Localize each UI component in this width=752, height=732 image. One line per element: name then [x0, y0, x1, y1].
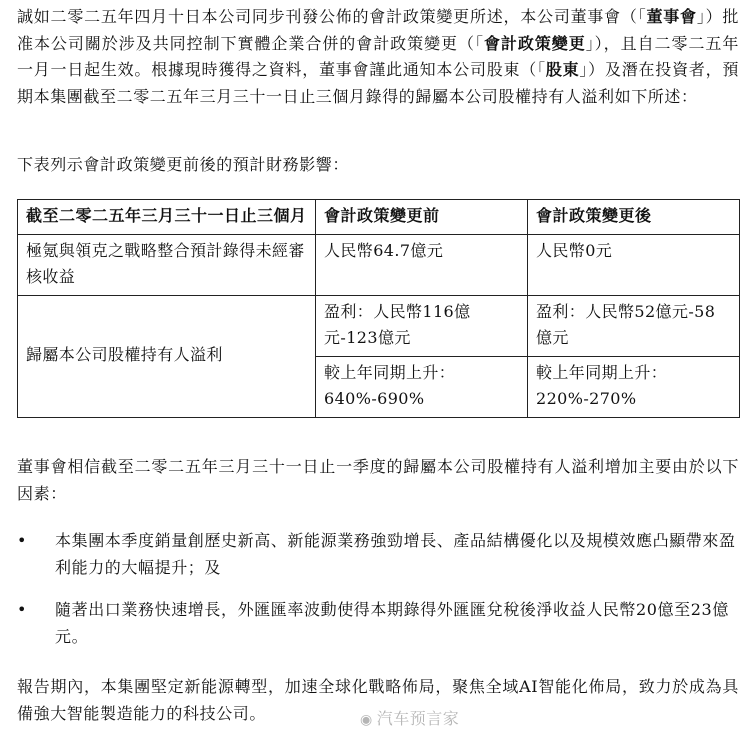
- intro-part1: 誠如二零二五年四月十日本公司同步刊發公佈的會計政策變更所述，本公司董事會（「: [17, 7, 647, 26]
- intro-part2: 」）批准本公司關於涉及共同控制下實體企業合併的會計政策變更（「: [17, 7, 739, 53]
- row2-after-growth: 較上年同期上升：220%-270%: [528, 356, 740, 417]
- list-item: [17, 597, 739, 650]
- table-header-row: [18, 200, 740, 235]
- header-after: 會計政策變更後: [528, 200, 740, 235]
- bullet-text: 本集團本季度銷量創歷史新高、新能源業務強勁增長、產品結構優化以及規模效應凸顯帶來盈利能力的大幅提升；及: [55, 531, 736, 577]
- row1-before: 人民幣64.7億元: [316, 234, 528, 295]
- intro-paragraph: [17, 4, 739, 110]
- intro-part3: 」），且自二零二五年一月一日起生效。根據現時獲得之資料，董事會謹此通知本公司股東（「: [17, 33, 739, 79]
- factors-intro: 董事會相信截至二零二五年三月三十一日止一季度的歸屬本公司股權持有人溢利增加主要由於以下因素：: [17, 457, 739, 503]
- header-period: 截至二零二五年三月三十一日止三個月: [18, 200, 316, 235]
- list-item: [17, 528, 739, 581]
- term-policy: 會計政策變更: [483, 33, 586, 53]
- bullet-icon: •: [17, 531, 28, 550]
- row2-after-profit: 盈利：人民幣52億元-58億元: [528, 295, 740, 356]
- term-shareholders: 股東: [545, 60, 580, 79]
- watermark: [360, 706, 459, 729]
- row2-before-profit: 盈利：人民幣116億元-123億元: [316, 295, 528, 356]
- bullet-icon: •: [17, 600, 28, 619]
- financial-impact-table: [17, 199, 740, 418]
- bullet-text: 隨著出口業務快速增長，外匯匯率波動使得本期錄得外匯匯兌稅後淨收益人民幣20億至23億元。: [55, 600, 729, 646]
- weibo-icon: ◉: [360, 712, 373, 728]
- row1-label: 極氪與領克之戰略整合預計錄得未經審核收益: [18, 234, 316, 295]
- row2-label: 歸屬本公司股權持有人溢利: [18, 295, 316, 417]
- header-before: 會計政策變更前: [316, 200, 528, 235]
- table-row: [18, 295, 740, 356]
- watermark-text: 汽车预言家: [376, 709, 460, 728]
- intro-part4: 」）及潛在投資者，預期本集團截至二零二五年三月三十一日止三個月錄得的歸屬本公司股權持有人溢利如下所述：: [17, 60, 739, 106]
- closing-paragraph: 報告期內，本集團堅定新能源轉型，加速全球化戰略佈局，聚焦全域AI智能化佈局，致力於成為具備強大智能製造能力的科技公司。: [17, 677, 739, 723]
- term-board: 董事會: [646, 7, 697, 26]
- row2-before-growth: 較上年同期上升：640%-690%: [316, 356, 528, 417]
- table-row: [18, 234, 740, 295]
- table-intro: 下表列示會計政策變更前後的預計財務影響：: [17, 155, 350, 174]
- row1-after: 人民幣0元: [528, 234, 740, 295]
